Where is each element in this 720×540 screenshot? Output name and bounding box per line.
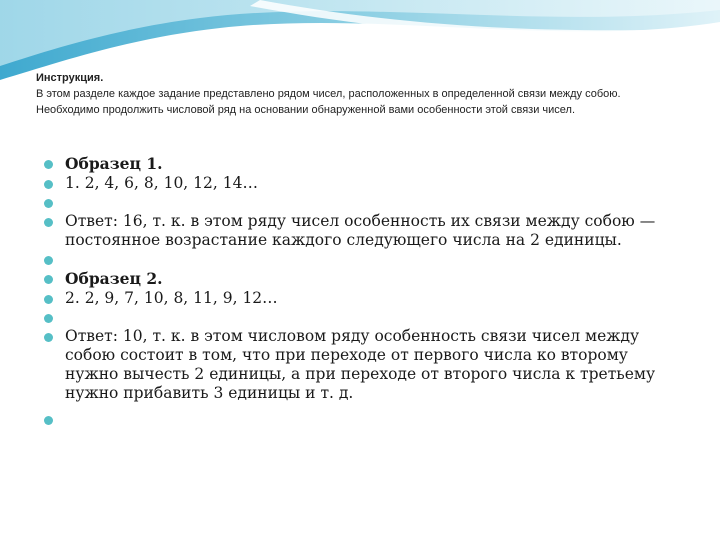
bullet-dot-icon [44, 199, 53, 208]
bullet-item [44, 308, 684, 327]
bullet-dot-icon [44, 275, 53, 284]
bullet-dot-icon [44, 295, 53, 304]
bullet-text: Ответ: 16, т. к. в этом ряду чисел особенность их связи между собою — постоянное возрастание каждого следующего числа на 2 единицы. [65, 212, 656, 249]
bullet-item [44, 174, 684, 193]
instruction-block [36, 70, 686, 118]
bullet-dot-icon [44, 180, 53, 189]
bullet-dot-icon [44, 314, 53, 323]
instruction-text: В этом разделе каждое задание представлено рядом чисел, расположенных в определенной связи между собою. Необходимо продолжить числовой ряд на основании обнаруженной вами особенности этой связи чисел. [36, 88, 621, 116]
bullet-item [44, 212, 684, 250]
bullet-item [44, 269, 684, 289]
bullet-dot-icon [44, 256, 53, 265]
bullet-item [44, 289, 684, 308]
bullet-item [44, 154, 684, 174]
bullet-item [44, 327, 684, 403]
bullet-text: Образец 2. [65, 269, 163, 288]
bullet-dot-icon [44, 218, 53, 227]
bullet-text: Ответ: 10, т. к. в этом числовом ряду особенность связи чисел между собою состоит в том, что при переходе от первого числа ко второму нужно вычесть 2 единицы, а при переходе от второго числа к третьему нужно прибавить 3 единицы и т. д. [65, 327, 656, 402]
bullet-dot-icon [44, 416, 53, 425]
bullet-dot-icon [44, 160, 53, 169]
bullet-list [44, 154, 684, 429]
bullet-item [44, 410, 684, 429]
bullet-item [44, 250, 684, 269]
bullet-item [44, 193, 684, 212]
spacer [44, 403, 684, 410]
bullet-dot-icon [44, 333, 53, 342]
bullet-text: 1. 2, 4, 6, 8, 10, 12, 14… [65, 174, 258, 192]
instruction-title: Инструкция. [36, 72, 104, 84]
bullet-text: Образец 1. [65, 154, 163, 173]
bullet-text: 2. 2, 9, 7, 10, 8, 11, 9, 12… [65, 289, 278, 307]
